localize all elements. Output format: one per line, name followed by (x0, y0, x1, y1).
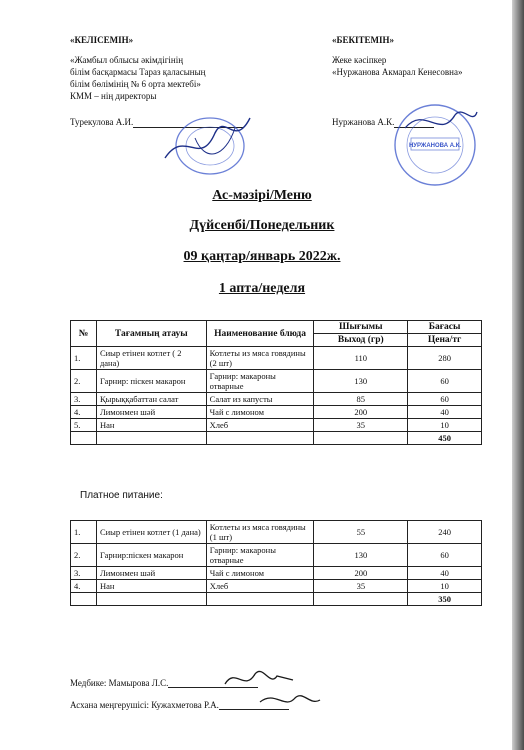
stamp-text: НУРЖАНОВА А.К. (408, 143, 462, 149)
approval-left-line: білім басқармасы Тараз қаласының (70, 67, 206, 77)
title-week: 1 апта/неделя (218, 281, 306, 296)
row-price: 40 (408, 406, 482, 419)
row-name-kz: Нан (96, 580, 206, 593)
approval-left-line: «Жамбыл облысы әкімдігінің (70, 55, 184, 65)
row-name-ru: Котлеты из мяса говядины (1 шт) (206, 521, 314, 544)
row-name-ru: Хлеб (206, 419, 314, 432)
row-num: 2. (71, 544, 97, 567)
row-name-kz: Гарнир:піскен макарон (96, 544, 206, 567)
row-name-ru: Гарнир: макароны отварные (206, 370, 314, 393)
paid-label: Платное питание: (80, 490, 163, 501)
row-price: 60 (408, 370, 482, 393)
left-signature-stamp (155, 108, 265, 178)
row-price: 10 (408, 419, 482, 432)
table-row (71, 580, 482, 593)
title-day: Дүйсенбі/Понедельник (189, 218, 335, 233)
approval-right-line: «Нуржанова Акмарал Кенесовна» (332, 67, 463, 77)
footer-signatures (215, 662, 325, 717)
row-name-ru: Чай с лимоном (206, 406, 314, 419)
scan-edge-shadow (512, 0, 524, 750)
nurse-label: Медбике: Мамырова Л.С. (70, 678, 169, 688)
table-row (71, 521, 482, 544)
row-name-kz: Сиыр етінен котлет (1 дана) (96, 521, 206, 544)
row-price: 240 (408, 521, 482, 544)
row-name-ru: Хлеб (206, 580, 314, 593)
table-row (71, 393, 482, 406)
row-name-kz: Нан (96, 419, 206, 432)
row-yield: 200 (314, 567, 408, 580)
row-name-kz: Лимонмен шәй (96, 567, 206, 580)
approval-left-line: КММ – нің директоры (70, 91, 157, 101)
row-name-kz: Қырыққабаттан салат (96, 393, 206, 406)
row-yield: 35 (314, 580, 408, 593)
row-yield: 130 (314, 544, 408, 567)
header-name-kz: Тағамның атауы (96, 321, 206, 347)
row-name-ru: Котлеты из мяса говядины (2 шт) (206, 347, 314, 370)
row-num: 4. (71, 406, 97, 419)
row-name-kz: Гарнир: піскен макарон (96, 370, 206, 393)
table-row (71, 406, 482, 419)
paid-table (70, 520, 482, 606)
row-num: 4. (71, 580, 97, 593)
row-num: 5. (71, 419, 97, 432)
row-num: 2. (71, 370, 97, 393)
row-price: 280 (408, 347, 482, 370)
approval-left-signer: Турекулова А.И. (70, 117, 134, 127)
row-num: 3. (71, 393, 97, 406)
header-name-ru: Наименование блюда (206, 321, 314, 347)
total-value: 350 (408, 593, 482, 606)
approval-right-title: «БЕКІТЕМІН» (332, 35, 394, 45)
total-value: 450 (408, 432, 482, 445)
header-price-kz: Бағасы (408, 321, 482, 334)
title-menu: Ас-мәзірі/Меню (212, 188, 312, 203)
total-row (71, 593, 482, 606)
header-num: № (71, 321, 97, 347)
header-yield-kz: Шығымы (314, 321, 408, 334)
row-num: 1. (71, 347, 97, 370)
table-row (71, 544, 482, 567)
row-yield: 55 (314, 521, 408, 544)
row-name-kz: Лимонмен шәй (96, 406, 206, 419)
cook-label: Асхана меңгерушісі: Кужахметова Р.А. (70, 700, 219, 710)
table-row (71, 419, 482, 432)
row-yield: 85 (314, 393, 408, 406)
row-name-ru: Салат из капусты (206, 393, 314, 406)
approval-right-line: Жеке кәсіпкер (332, 55, 387, 65)
table-row (71, 567, 482, 580)
row-yield: 200 (314, 406, 408, 419)
header-price-ru: Цена/тг (408, 334, 482, 347)
approval-right-signer: Нуржанова А.К. (332, 117, 395, 127)
row-yield: 35 (314, 419, 408, 432)
table-row (71, 370, 482, 393)
table-row (71, 347, 482, 370)
approval-left-line: білім бөлімінің № 6 орта мектебі» (70, 79, 201, 89)
row-price: 60 (408, 393, 482, 406)
row-price: 60 (408, 544, 482, 567)
row-num: 3. (71, 567, 97, 580)
menu-table (70, 320, 482, 445)
total-row (71, 432, 482, 445)
row-price: 40 (408, 567, 482, 580)
row-yield: 130 (314, 370, 408, 393)
approval-left-title: «КЕЛІСЕМІН» (70, 35, 134, 45)
row-yield: 110 (314, 347, 408, 370)
right-stamp (385, 100, 485, 190)
row-name-ru: Гарнир: макароны отварные (206, 544, 314, 567)
row-name-ru: Чай с лимоном (206, 567, 314, 580)
title-date: 09 қаңтар/январь 2022ж. (183, 249, 341, 264)
row-price: 10 (408, 580, 482, 593)
header-yield-ru: Выход (гр) (314, 334, 408, 347)
row-name-kz: Сиыр етінен котлет ( 2 дана) (96, 347, 206, 370)
row-num: 1. (71, 521, 97, 544)
